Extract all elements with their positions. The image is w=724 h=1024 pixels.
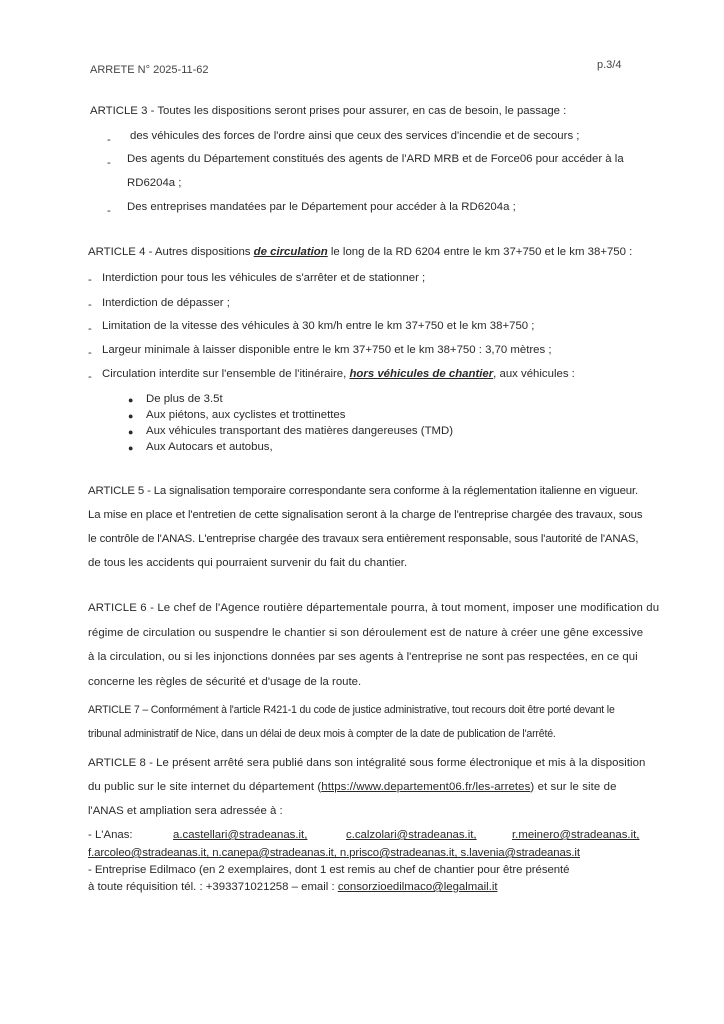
article-3-intro: ARTICLE 3 - Toutes les dispositions seront prises pour assurer, en cas de besoin, le passage :	[90, 105, 567, 117]
article-4-item: Interdiction de dépasser ;	[102, 297, 230, 309]
article-6-line: à la circulation, ou si les injonctions données par ses agents à l'entreprise ne sont pas respectées, en ce qui	[88, 651, 638, 663]
email-link[interactable]: a.castellari@stradeanas.it,	[173, 829, 308, 841]
bullet-dot: ●	[128, 443, 134, 453]
bullet-dot: ●	[128, 411, 134, 421]
article-4-sub-item: Aux Autocars et autobus,	[146, 441, 273, 453]
dash-bullet: -	[88, 347, 92, 359]
dash-bullet: -	[107, 205, 111, 217]
page-number: p.3/4	[597, 59, 622, 71]
article-7-line: ARTICLE 7 – Conformément à l'article R421-1 du code de justice administrative, tout recours doit être porté devant le	[88, 704, 615, 716]
article-4-item: Limitation de la vitesse des véhicules à 30 km/h entre le km 37+750 et le km 38+750 ;	[102, 320, 535, 332]
article-5-line: le contrôle de l'ANAS. L'entreprise chargée des travaux sera entièrement responsable, sous l'autorité de l'ANAS,	[88, 533, 639, 545]
article-8-line: l'ANAS et ampliation sera adressée à :	[88, 805, 283, 817]
article-4-item: Largeur minimale à laisser disponible entre le km 37+750 et le km 38+750 : 3,70 mètres ;	[102, 344, 552, 356]
article-6-line: régime de circulation ou suspendre le chantier si son déroulement est de nature à créer une gêne excessive	[88, 627, 644, 639]
edilmaco-line: - Entreprise Edilmaco (en 2 exemplaires, dont 1 est remis au chef de chantier pour être présenté	[88, 864, 570, 876]
article-8-line: ARTICLE 8 - Le présent arrêté sera publié dans son intégralité sous forme électronique et mis à la disposition	[88, 757, 646, 769]
dash-bullet: -	[88, 371, 92, 383]
article-5-line: La mise en place et l'entretien de cette signalisation seront à la charge de l'entreprise chargée des travaux, sous	[88, 509, 643, 521]
edilmaco-email-link[interactable]: consorzioedilmaco@legalmail.it	[337, 881, 498, 893]
dash-bullet: -	[88, 299, 92, 311]
departement-link[interactable]: https://www.departement06.fr/les-arretes	[321, 781, 531, 793]
article-6-line: concerne les règles de sécurité et d'usage de la route.	[88, 676, 362, 688]
article-4-sub-item: Aux piétons, aux cyclistes et trottinettes	[146, 409, 346, 421]
email-link[interactable]: r.meinero@stradeanas.it,	[512, 829, 640, 841]
article-4-sub-item: De plus de 3.5t	[146, 393, 223, 405]
article-5-line: de tous les accidents qui pourraient survenir du fait du chantier.	[88, 557, 408, 569]
article-4-intro: ARTICLE 4 - Autres dispositions de circulation le long de la RD 6204 entre le km 37+750 et le km 38+750 :	[88, 246, 633, 258]
email-link[interactable]: c.calzolari@stradeanas.it,	[346, 829, 477, 841]
dash-bullet: -	[107, 157, 111, 169]
dash-bullet: -	[88, 274, 92, 286]
article-3-item: des véhicules des forces de l'ordre ainsi que ceux des services d'incendie et de secours ;	[130, 130, 580, 142]
article-3-item-cont: RD6204a ;	[127, 177, 182, 189]
bullet-dot: ●	[128, 427, 134, 437]
arrete-number: ARRETE N° 2025-11-62	[90, 64, 209, 76]
article-4-item: Interdiction pour tous les véhicules de s'arrêter et de stationner ;	[102, 272, 426, 284]
email-links-row[interactable]: f.arcoleo@stradeanas.it, n.canepa@stradeanas.it, n.prisco@stradeanas.it, s.lavenia@stradeanas.it	[88, 847, 580, 859]
dash-bullet: -	[88, 323, 92, 335]
article-3-item: Des agents du Département constitués des agents de l'ARD MRB et de Force06 pour accéder à la	[127, 153, 624, 165]
article-5-line: ARTICLE 5 - La signalisation temporaire correspondante sera conforme à la réglementation italienne en vigueur.	[88, 485, 638, 497]
dash-bullet: -	[107, 134, 111, 146]
article-3-item: Des entreprises mandatées par le Département pour accéder à la RD6204a ;	[127, 201, 516, 213]
article-7-line: tribunal administratif de Nice, dans un délai de deux mois à compter de la date de publication de l'arrêté.	[88, 728, 556, 740]
article-4-sub-item: Aux véhicules transportant des matières dangereuses (TMD)	[146, 425, 454, 437]
article-4-item: Circulation interdite sur l'ensemble de l'itinéraire, hors véhicules de chantier, aux véhicules :	[102, 368, 575, 380]
anas-label: - L'Anas:	[88, 829, 133, 841]
article-6-line: ARTICLE 6 - Le chef de l'Agence routière départementale pourra, à tout moment, imposer une modification du	[88, 602, 660, 614]
article-8-line: du public sur le site internet du département (https://www.departement06.fr/les-arretes) et sur le site de	[88, 781, 617, 793]
bullet-dot: ●	[128, 395, 134, 405]
edilmaco-line: à toute réquisition tél. : +393371021258 – email : consorzioedilmaco@legalmail.it	[88, 881, 498, 893]
